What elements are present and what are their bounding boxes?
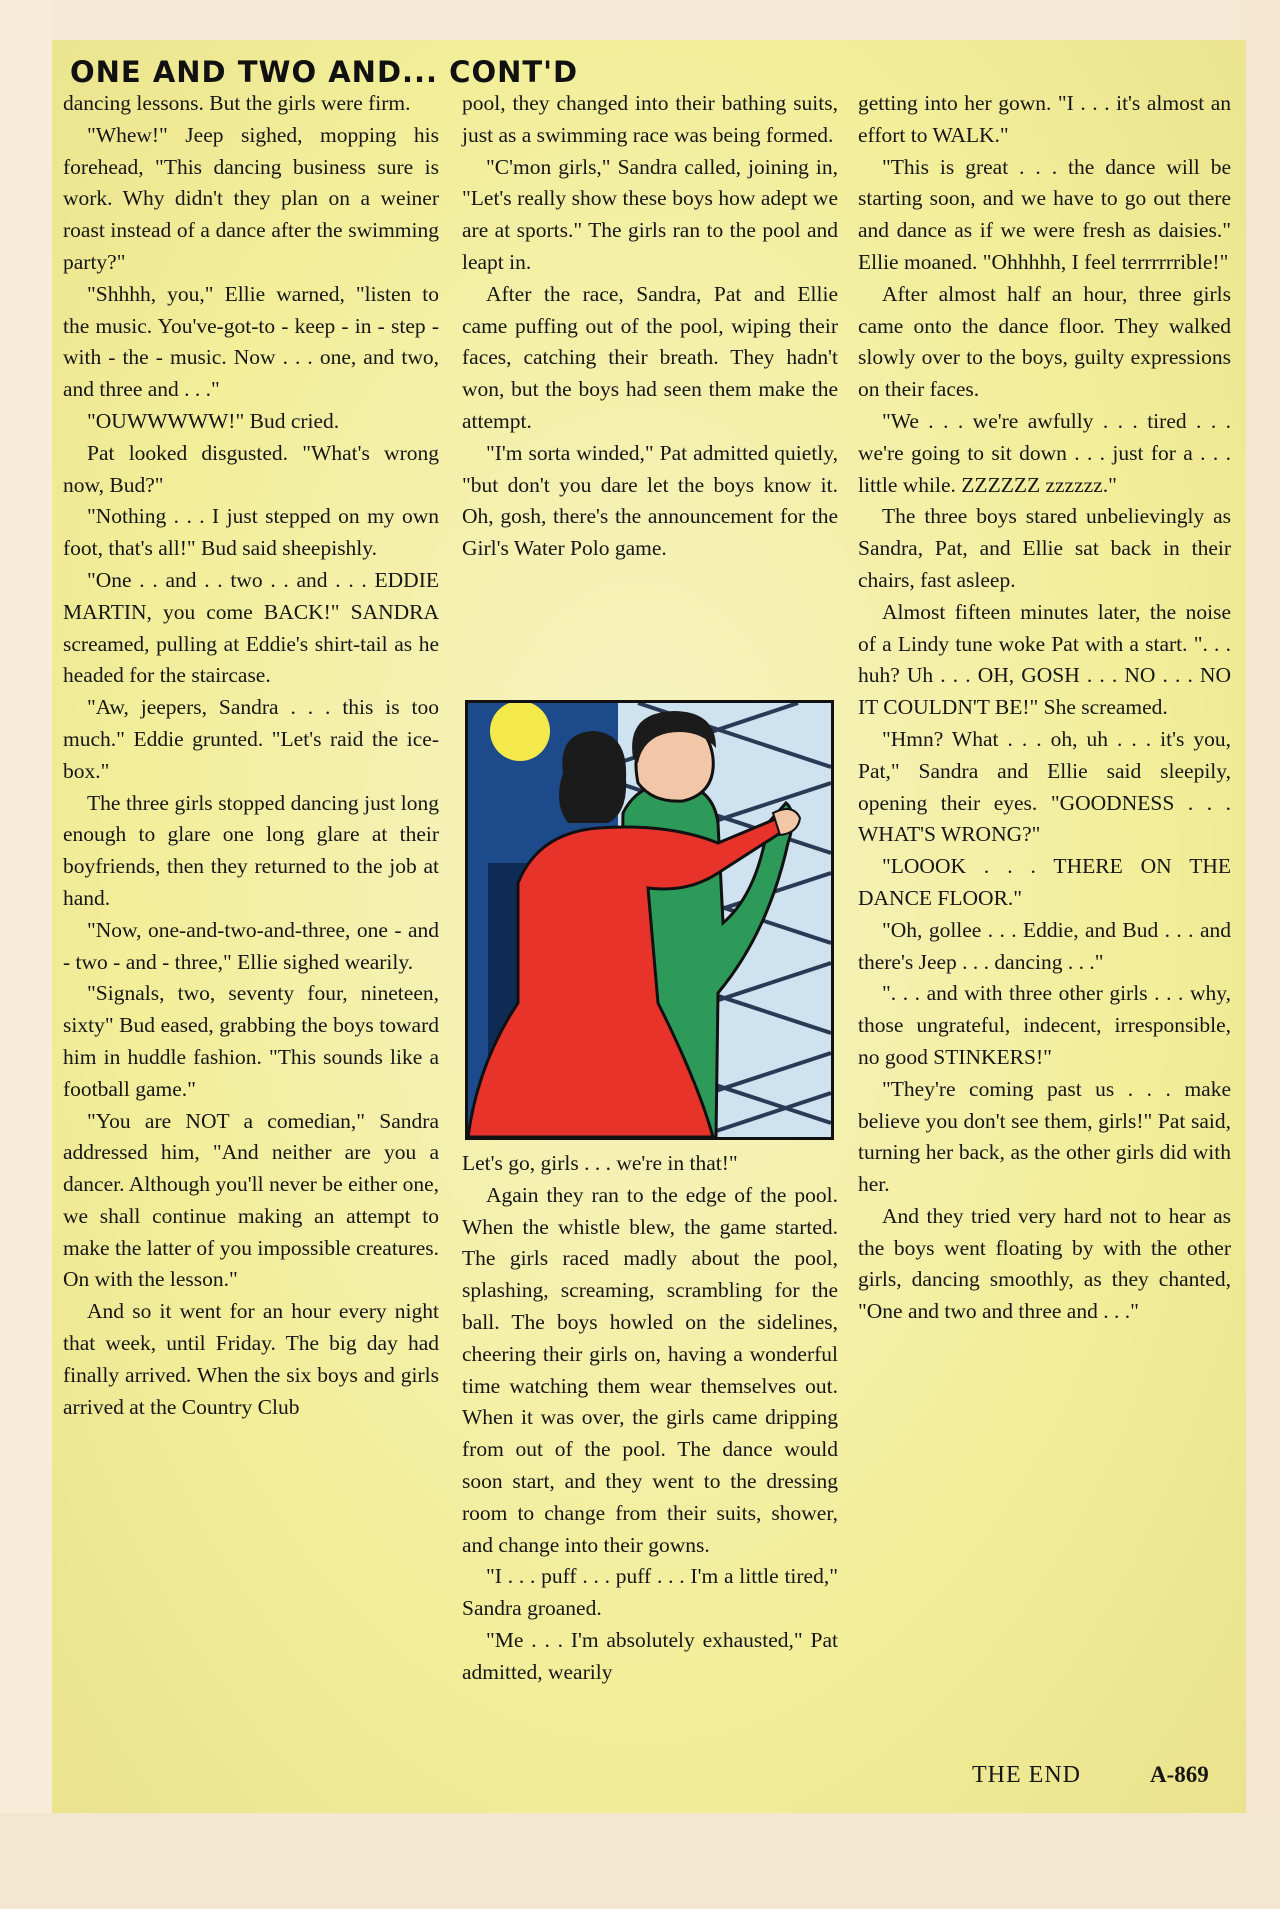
paragraph: Let's go, girls . . . we're in that!" xyxy=(462,1151,738,1175)
paragraph: "Whew!" Jeep sighed, mopping his forehead, "This dancing business sure is work. Why didn't they plan on a weiner roast instead of a dance after the swimming party?" xyxy=(63,122,439,274)
paragraph: dancing lessons. But the girls were firm. xyxy=(63,91,411,115)
dancing-couple-illustration xyxy=(468,703,831,1137)
text-column-1 xyxy=(63,88,439,1423)
paragraph: "Hmn? What . . . oh, uh . . . it's you, Pat," Sandra and Ellie said sleepily, opening their eyes. "GOODNESS . . . WHAT'S WRONG?" xyxy=(858,726,1231,847)
page-edge-bottom xyxy=(0,1813,1280,1909)
paragraph: Pat looked disgusted. "What's wrong now, Bud?" xyxy=(63,440,439,497)
paragraph: "You are NOT a comedian," Sandra addressed him, "And neither are you a dancer. Although you'll never be either one, we shall continue making an attempt to make the latter of you impossible creatures. On with the lesson." xyxy=(63,1108,439,1292)
paragraph: The three girls stopped dancing just long enough to glare one long glare at their boyfriends, then they returned to the job at hand. xyxy=(63,790,439,910)
text-column-3 xyxy=(858,88,1231,1328)
page-edge-right xyxy=(1246,0,1280,1909)
paragraph: And so it went for an hour every night that week, until Friday. The big day had finally arrived. When the six boys and girls arrived at the Country Club xyxy=(63,1299,439,1419)
woman-hair xyxy=(559,731,626,823)
the-end-label: THE END xyxy=(972,1762,1081,1788)
page-code: A-869 xyxy=(1150,1762,1209,1787)
paragraph: "I . . . puff . . . puff . . . I'm a little tired," Sandra groaned. xyxy=(462,1564,838,1621)
paragraph: "Shhhh, you," Ellie warned, "listen to the music. You've-got-to - keep - in - step - with - the - music. Now . . . one, and two, and three and . . ." xyxy=(63,281,439,402)
paragraph: "OUWWWWW!" Bud cried. xyxy=(87,408,340,433)
paragraph: ". . . and with three other girls . . . why, those ungrateful, indecent, irresponsible, no good STINKERS!" xyxy=(858,981,1231,1069)
paragraph: After the race, Sandra, Pat and Ellie came puffing out of the pool, wiping their faces, catching their breath. They hadn't won, but the boys had seen them make the attempt. xyxy=(462,281,838,433)
paragraph: "We . . . we're awfully . . . tired . . . we're going to sit down . . . just for a . . . little while. ZZZZZZ zzzzzz." xyxy=(858,408,1231,497)
story-header: ONE AND TWO AND... CONT'D xyxy=(70,55,579,89)
paragraph: getting into her gown. "I . . . it's almost an effort to WALK." xyxy=(858,91,1231,147)
paragraph: "Signals, two, seventy four, nineteen, sixty" Bud eased, grabbing the boys toward him in huddle fashion. "This sounds like a football game." xyxy=(63,981,439,1101)
text-column-2-bottom xyxy=(462,1148,838,1689)
paragraph: Almost fifteen minutes later, the noise of a Lindy tune woke Pat with a start. ". . . huh? Uh . . . OH, GOSH . . . NO . . . NO IT COULDN'T BE!" She screamed. xyxy=(858,599,1231,720)
paragraph: "Aw, jeepers, Sandra . . . this is too much." Eddie grunted. "Let's raid the ice-box." xyxy=(63,695,439,783)
illustration-panel xyxy=(465,700,834,1140)
paragraph: "This is great . . . the dance will be starting soon, and we have to go out there and dance as if we were fresh as daisies." Ellie moaned. "Ohhhhh, I feel terrrrrrible!" xyxy=(858,154,1231,274)
paragraph: And they tried very hard not to hear as the boys went floating by with the other girls, dancing smoothly, as they chanted, "One and two and three and . . ." xyxy=(858,1203,1231,1324)
paragraph: "Oh, gollee . . . Eddie, and Bud . . . and there's Jeep . . . dancing . . ." xyxy=(858,917,1231,974)
paragraph: "LOOOK . . . THERE ON THE DANCE FLOOR." xyxy=(858,854,1231,910)
paragraph: "I'm sorta winded," Pat admitted quietly, "but don't you dare let the boys know it. Oh, gosh, there's the announcement for the Girl's Water Polo game. xyxy=(462,440,838,561)
paragraph: "They're coming past us . . . make believe you don't see them, girls!" Pat said, turning her back, as the other girls did with her. xyxy=(858,1076,1231,1197)
text-column-2-top xyxy=(462,88,838,565)
paragraph: Again they ran to the edge of the pool. When the whistle blew, the game started. The girls raced madly about the pool, splashing, screaming, scrambling for the ball. The boys howled on the sidelines, cheering their girls on, having a wonderful time watching them wear themselves out. When it was over, the girls came dripping from out of the pool. The dance would soon start, and they went to the dressing room to change from their suits, shower, and change into their gowns. xyxy=(462,1182,838,1557)
paragraph: pool, they changed into their bathing suits, just as a swimming race was being formed. xyxy=(462,91,838,147)
paragraph: After almost half an hour, three girls came onto the dance floor. They walked slowly over to the boys, guilty expressions on their faces. xyxy=(858,281,1231,402)
paragraph: "Nothing . . . I just stepped on my own foot, that's all!" Bud said sheepishly. xyxy=(63,504,439,561)
paragraph: "Me . . . I'm absolutely exhausted," Pat admitted, wearily xyxy=(462,1627,838,1684)
moon-icon xyxy=(490,703,550,761)
page-edge-top xyxy=(0,0,1280,40)
paragraph: "C'mon girls," Sandra called, joining in, "Let's really show these boys how adept we are at sports." The girls ran to the pool and leapt in. xyxy=(462,154,838,274)
paragraph: "One . . and . . two . . and . . . EDDIE MARTIN, you come BACK!" SANDRA screamed, pulling at Eddie's shirt-tail as he headed for the staircase. xyxy=(63,567,439,688)
paragraph: The three boys stared unbelievingly as Sandra, Pat, and Ellie sat back in their chairs, fast asleep. xyxy=(858,504,1231,592)
page-edge-left xyxy=(0,0,52,1909)
paragraph: "Now, one-and-two-and-three, one - and - two - and - three," Ellie sighed wearily. xyxy=(63,917,439,974)
